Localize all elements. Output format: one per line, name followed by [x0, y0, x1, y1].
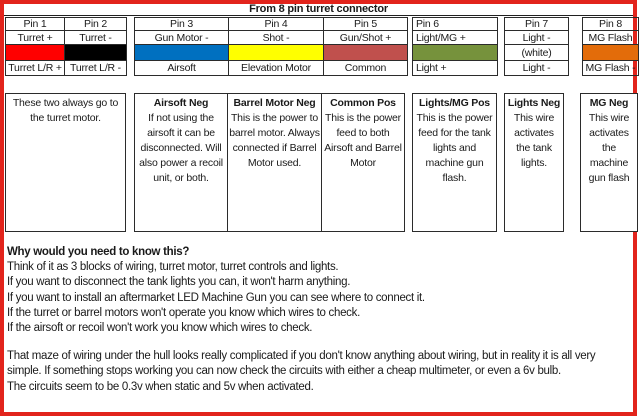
- table-row: [6, 31, 127, 45]
- notes-line: If you want to disconnect the tank lights you can, it won't harm anything.: [7, 276, 351, 289]
- table-row: [583, 45, 639, 61]
- table-row: [505, 18, 569, 31]
- pin3-wire-label: Airsoft: [135, 61, 229, 76]
- desc-body: This is the power feed to both Airsoft and Barrel Motor: [324, 112, 402, 169]
- table-row: [135, 61, 408, 76]
- pin6-wire-label: Light +: [413, 61, 498, 76]
- pin1-header: Pin 1: [6, 18, 65, 31]
- desc-title: Lights/MG Pos: [419, 97, 490, 109]
- pin6-function: Light/MG +: [413, 31, 498, 45]
- pin7-header: Pin 7: [505, 18, 569, 31]
- pin5-function: Gun/Shot +: [324, 31, 408, 45]
- desc-airsoft-neg: [134, 93, 228, 232]
- pin2-header: Pin 2: [65, 18, 127, 31]
- table-row: [583, 18, 639, 31]
- pin5-wire-color-swatch: [324, 45, 408, 61]
- table-row: [583, 31, 639, 45]
- desc-barrel-motor-neg: [227, 93, 322, 232]
- desc-lights-neg: [504, 93, 564, 232]
- table-row: [583, 61, 639, 76]
- pin2-wire-color-swatch: [65, 45, 127, 61]
- desc-title: Barrel Motor Neg: [233, 97, 316, 109]
- notes-footer: The circuits seem to be 0.3v when static and 5v when activated.: [7, 380, 314, 393]
- pin8-function: MG Flash: [583, 31, 639, 45]
- desc-mg-neg: [580, 93, 638, 232]
- pin3-wire-color-swatch: [135, 45, 229, 61]
- desc-group-pins-3-4-5: [134, 93, 405, 232]
- notes-line: If you want to install an aftermarket LED Machine Gun you can see where to connect it.: [7, 291, 425, 304]
- table-row: [413, 61, 498, 76]
- desc-body: This is the power feed for the tank lights and machine gun flash.: [416, 112, 493, 184]
- pin8-wire-color-swatch: [583, 45, 639, 61]
- desc-turret-motor: [5, 93, 126, 232]
- pin3-header: Pin 3: [135, 18, 229, 31]
- pin1-wire-color-swatch: [6, 45, 65, 61]
- table-row: [413, 18, 498, 31]
- pin2-function: Turret -: [65, 31, 127, 45]
- pin5-wire-label: Common: [324, 61, 408, 76]
- pin4-wire-color-swatch: [229, 45, 324, 61]
- pin8-wire-label: MG Flash -: [583, 61, 639, 76]
- pin7-wire-label: Light -: [505, 61, 569, 76]
- pin3-function: Gun Motor -: [135, 31, 229, 45]
- pin4-wire-label: Elevation Motor: [229, 61, 324, 76]
- desc-body: This wire activates the machine gun flash: [588, 112, 630, 184]
- table-row: [505, 31, 569, 45]
- table-row: [135, 45, 408, 61]
- notes-line: Think of it as 3 blocks of wiring, turret motor, turret controls and lights.: [7, 261, 339, 274]
- desc-body: This is the power to barrel motor. Always connected if Barrel Motor used.: [229, 112, 320, 169]
- pin7-function: Light -: [505, 31, 569, 45]
- pin5-header: Pin 5: [324, 18, 408, 31]
- table-row: [6, 61, 127, 76]
- pin1-wire-label: Turret L/R +: [6, 61, 65, 76]
- pin-block-1-2: [5, 17, 127, 76]
- table-row: [505, 61, 569, 76]
- table-row: [413, 45, 498, 61]
- table-row: [6, 45, 127, 61]
- notes-heading: Why would you need to know this?: [7, 246, 190, 258]
- desc-title: Airsoft Neg: [153, 97, 209, 109]
- pin4-header: Pin 4: [229, 18, 324, 31]
- notes-section: [7, 245, 631, 395]
- table-row: [135, 18, 408, 31]
- desc-body: If not using the airsoft it can be disconnected. Will also power a recoil unit, or both.: [139, 112, 223, 184]
- pin7-wire-color-swatch: (white): [505, 45, 569, 61]
- notes-line: If the airsoft or recoil won't work you know which wires to check.: [7, 322, 313, 335]
- pin4-function: Shot -: [229, 31, 324, 45]
- table-row: [505, 45, 569, 61]
- desc-title: Common Pos: [330, 97, 396, 109]
- pin8-header: Pin 8: [583, 18, 639, 31]
- pin-block-6: [412, 17, 498, 76]
- table-row: [413, 31, 498, 45]
- pin-block-7: [504, 17, 569, 76]
- pin6-header: Pin 6: [413, 18, 498, 31]
- desc-title: MG Neg: [589, 97, 629, 109]
- pin2-wire-label: Turret L/R -: [65, 61, 127, 76]
- table-row: [135, 31, 408, 45]
- pin1-function: Turret +: [6, 31, 65, 45]
- desc-body: This wire activates the tank lights.: [513, 112, 555, 169]
- notes-paragraph: That maze of wiring under the hull looks really complicated if you don't know anything about wiring, but in reality it is all very simple. If something stops working you can now check the circuits with either a cheap multimeter, or even a 6v bulb.: [7, 350, 596, 378]
- desc-title: Lights Neg: [507, 97, 561, 109]
- pin-block-8: [582, 17, 639, 76]
- page-title: From 8 pin turret connector: [4, 3, 633, 16]
- desc-body: These two always go to the turret motor.: [12, 97, 119, 124]
- table-row: [6, 18, 127, 31]
- pin6-wire-color-swatch: [413, 45, 498, 61]
- pin-block-3-4-5: [134, 17, 408, 76]
- desc-common-pos: [321, 93, 405, 232]
- desc-lights-mg-pos: [412, 93, 497, 232]
- notes-line: If the turret or barrel motors won't operate you know which wires to check.: [7, 306, 360, 319]
